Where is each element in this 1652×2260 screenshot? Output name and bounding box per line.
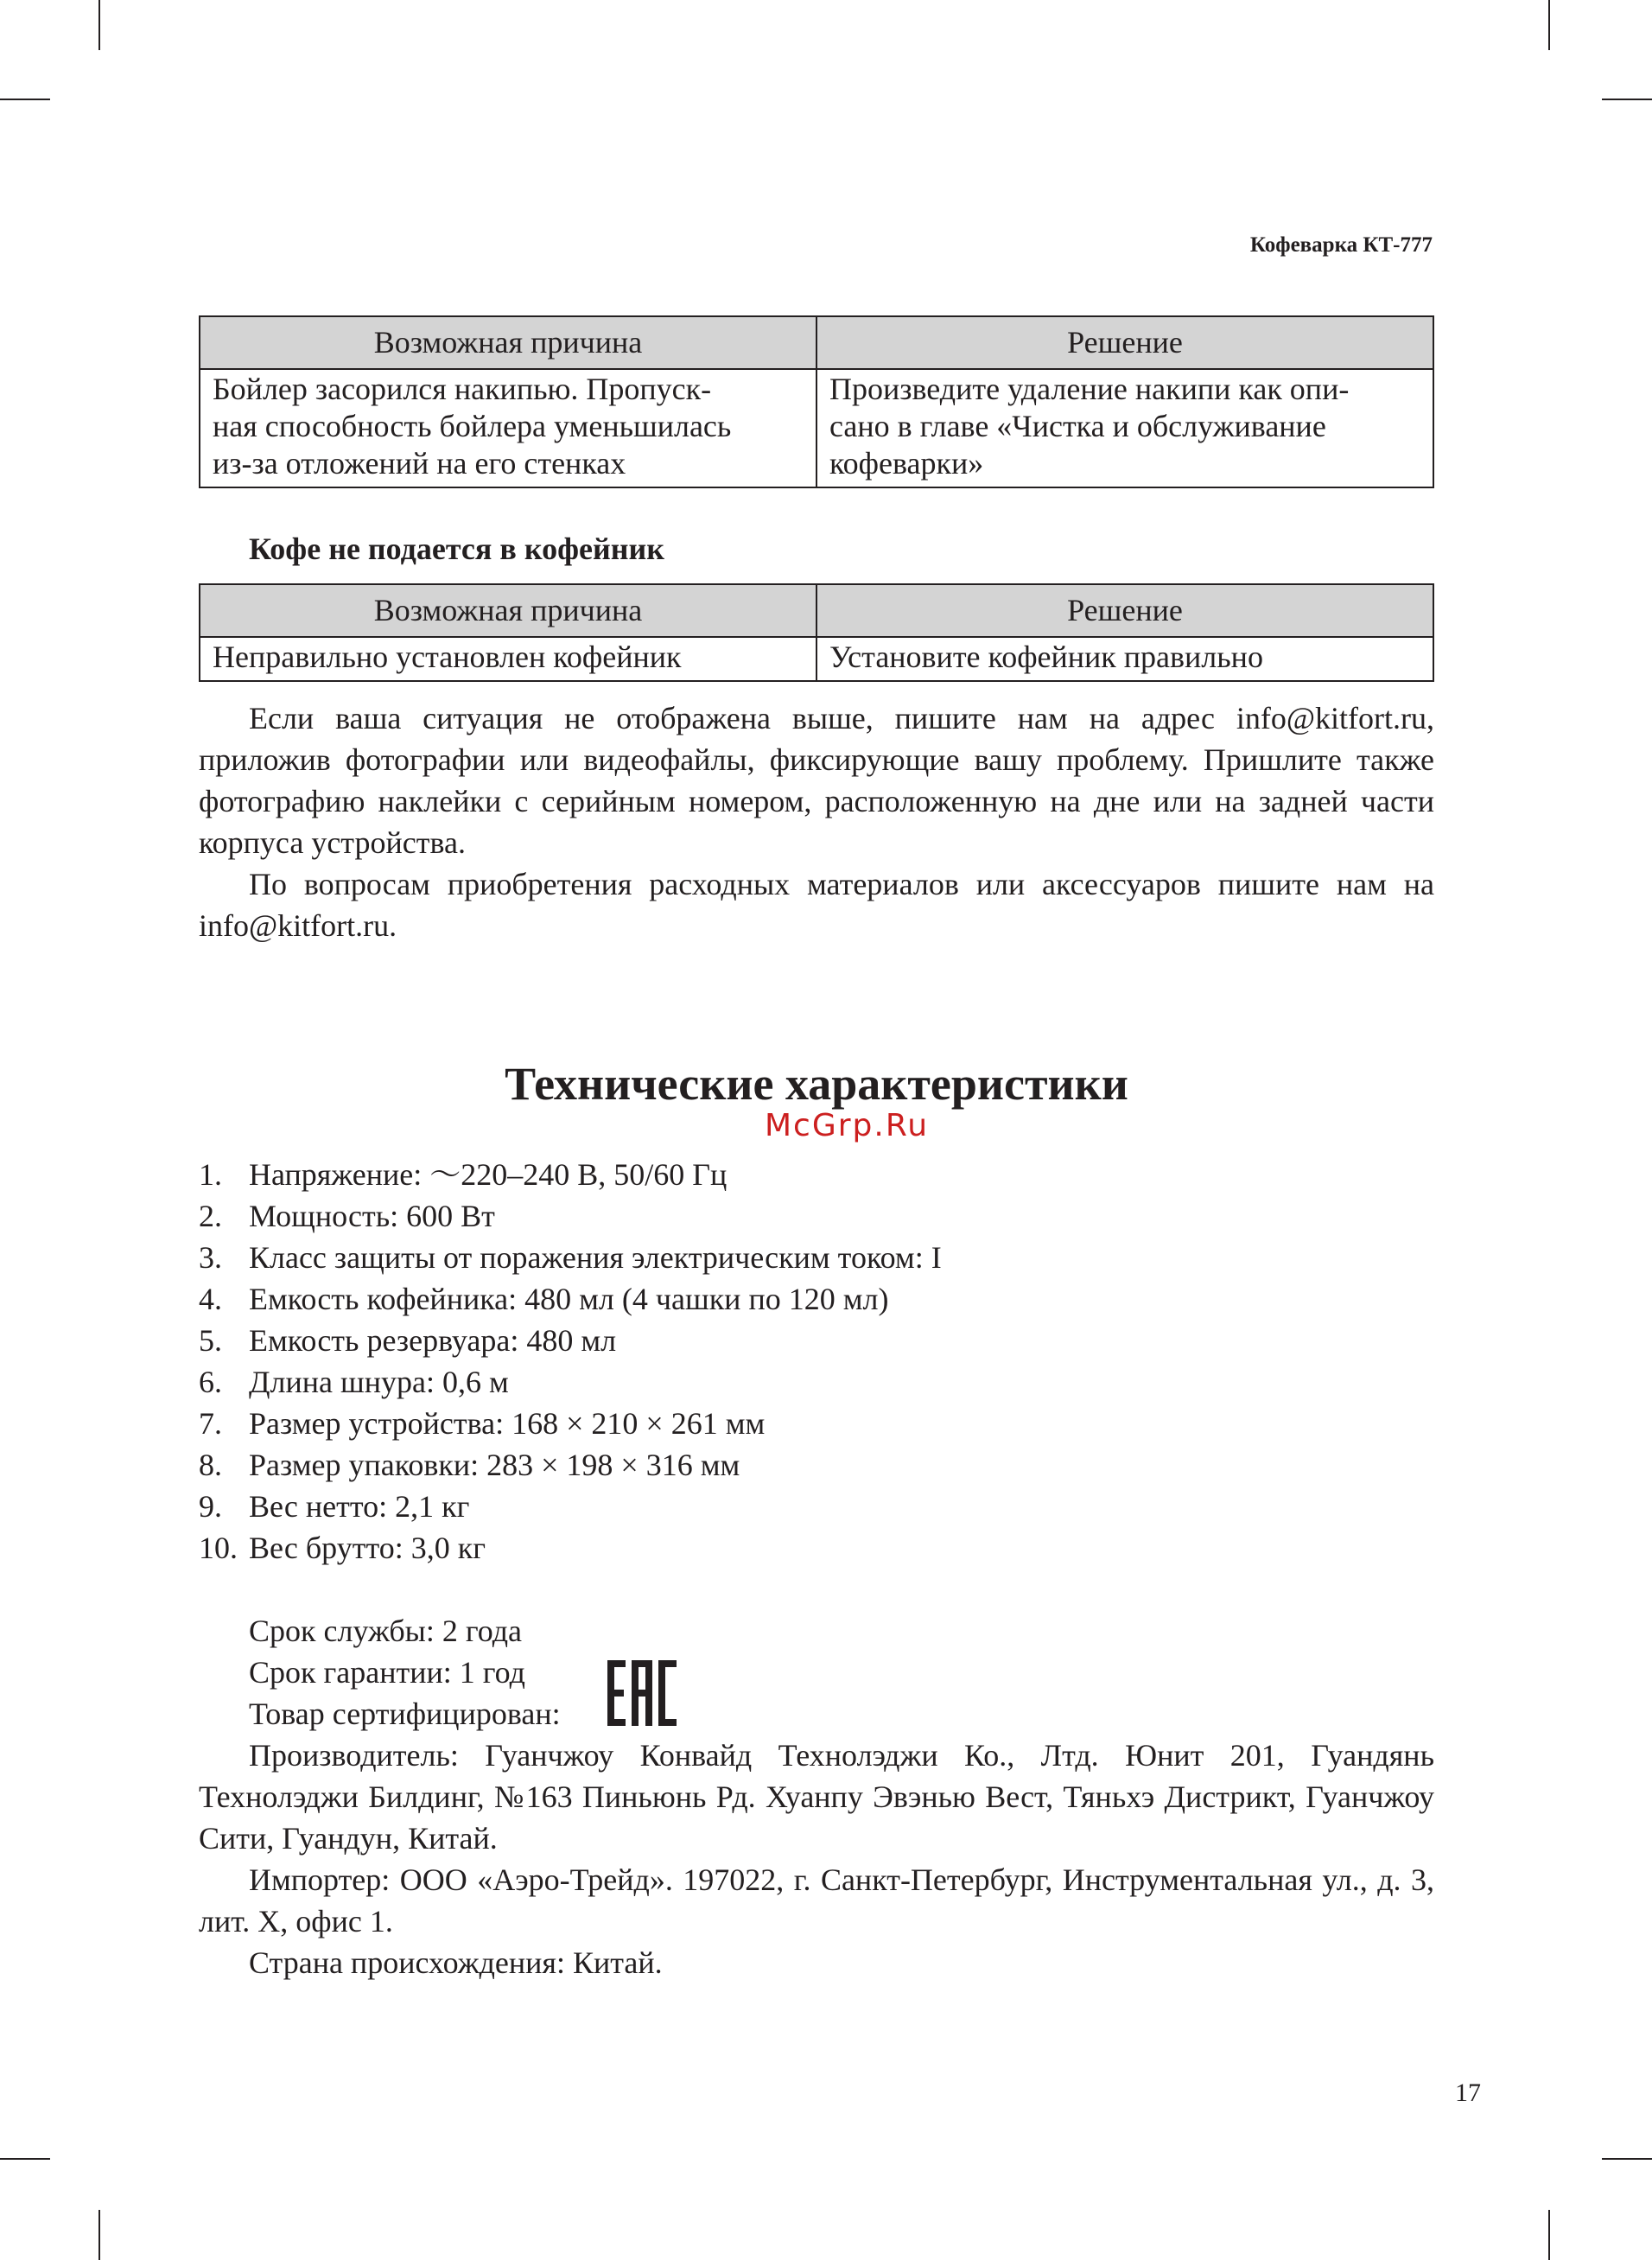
table-row (200, 637, 1433, 681)
item-text: Мощность: 600 Вт (249, 1199, 495, 1233)
item-text: Вес нетто: 2,1 кг (249, 1489, 470, 1524)
list-item (199, 1320, 942, 1361)
contact-text (199, 697, 1434, 946)
item-text: Размер устройства: 168 × 210 × 261 мм (249, 1406, 766, 1441)
item-number: 5. (199, 1323, 222, 1358)
list-item (199, 1403, 942, 1444)
item-text: Длина шнура: 0,6 м (249, 1365, 509, 1399)
item-number: 1. (199, 1157, 222, 1192)
crop-mark (98, 2210, 100, 2260)
product-info (199, 1610, 1434, 1983)
cell-line: Бойлер засорился накипью. Пропуск- (213, 372, 712, 406)
item-number: 7. (199, 1406, 222, 1441)
list-item (199, 1195, 942, 1237)
list-item (199, 1444, 942, 1486)
item-number: 8. (199, 1448, 222, 1482)
item-number: 6. (199, 1365, 222, 1399)
troubleshooting-table (199, 583, 1434, 682)
paragraph: По вопросам приобретения расходных материалов или аксессуаров пишите нам на info@kitfort.ru. (199, 867, 1434, 943)
solution-cell (816, 369, 1433, 487)
crop-mark (1602, 2158, 1652, 2160)
item-number: 2. (199, 1199, 222, 1233)
item-number: 9. (199, 1489, 222, 1524)
list-item (199, 1486, 942, 1527)
item-text: Размер упаковки: 283 × 198 × 316 мм (249, 1448, 740, 1482)
importer-paragraph: Импортер: ООО «Аэро-Трейд». 197022, г. Санкт-Петербург, Инструментальная ул., д. 3, лит. Х, офис 1. (199, 1862, 1434, 1939)
item-text: Емкость кофейника: 480 мл (4 чашки по 120 мл) (249, 1282, 889, 1316)
eac-certification-icon (607, 1658, 677, 1728)
cell-line: кофеварки» (829, 446, 984, 481)
list-item (199, 1361, 942, 1403)
crop-mark (1548, 2210, 1550, 2260)
table-header-row (200, 584, 1433, 637)
cause-cell (200, 369, 816, 487)
item-text: Вес брутто: 3,0 кг (249, 1531, 486, 1565)
item-number: 10. (199, 1531, 238, 1565)
list-item (199, 1278, 942, 1320)
column-header-solution: Решение (816, 316, 1433, 369)
crop-mark (0, 99, 50, 100)
column-header-cause: Возможная причина (200, 584, 816, 637)
service-life-line: Срок службы: 2 года (249, 1614, 523, 1648)
item-text: Класс защиты от поражения электрическим током: I (249, 1240, 942, 1275)
item-text: Напряжение: ～220–240 В, 50/60 Гц (249, 1157, 728, 1192)
manufacturer-paragraph: Производитель: Гуанчжоу Конвайд Технолэджи Ко., Лтд. Юнит 201, Гуандянь Технолэджи Билдинг, №163 Пиньюнь Рд. Хуанпу Эвэнью Вест, Тяньхэ Дистрикт, Гуанчжоу Сити, Гуандун, Китай. (199, 1738, 1434, 1856)
troubleshooting-table (199, 315, 1434, 488)
watermark: McGrp.Ru (764, 1108, 930, 1143)
paragraph: Если ваша ситуация не отображена выше, пишите нам на адрес info@kitfort.ru, приложив фотографии или видеофайлы, фиксирующие вашу проблему. Пришлите также фотографию наклейки с серийным номером, расположенную на дне или на задней части корпуса устройства. (199, 701, 1434, 860)
cell-line: ная способность бойлера уменьшилась (213, 409, 732, 443)
item-text: Емкость резервуара: 480 мл (249, 1323, 617, 1358)
list-item (199, 1154, 942, 1195)
crop-mark (1602, 99, 1652, 100)
list-item (199, 1527, 942, 1569)
item-number: 3. (199, 1240, 222, 1275)
column-header-solution: Решение (816, 584, 1433, 637)
table-row (200, 369, 1433, 487)
origin-line: Страна происхождения: Китай. (249, 1945, 663, 1980)
crop-mark (1548, 0, 1550, 50)
solution-cell: Установите кофейник правильно (816, 637, 1433, 681)
warranty-line: Срок гарантии: 1 год (249, 1655, 525, 1690)
crop-mark (0, 2158, 50, 2160)
list-item (199, 1237, 942, 1278)
item-number: 4. (199, 1282, 222, 1316)
page-number: 17 (1455, 2079, 1481, 2107)
cell-line: сано в главе «Чистка и обслуживание (829, 409, 1326, 443)
section-title: Технические характеристики (505, 1058, 1128, 1110)
table-header-row (200, 316, 1433, 369)
column-header-cause: Возможная причина (200, 316, 816, 369)
section-heading: Кофе не подается в кофейник (249, 532, 664, 566)
cause-cell: Неправильно установлен кофейник (200, 637, 816, 681)
cell-line: Произведите удаление накипи как опи- (829, 372, 1350, 406)
certified-line: Товар сертифицирован: (249, 1697, 561, 1731)
cell-line: из-за отложений на его стенках (213, 446, 626, 481)
crop-mark (98, 0, 100, 50)
running-header: Кофеварка КТ-777 (1249, 233, 1433, 257)
spec-list (199, 1154, 942, 1569)
